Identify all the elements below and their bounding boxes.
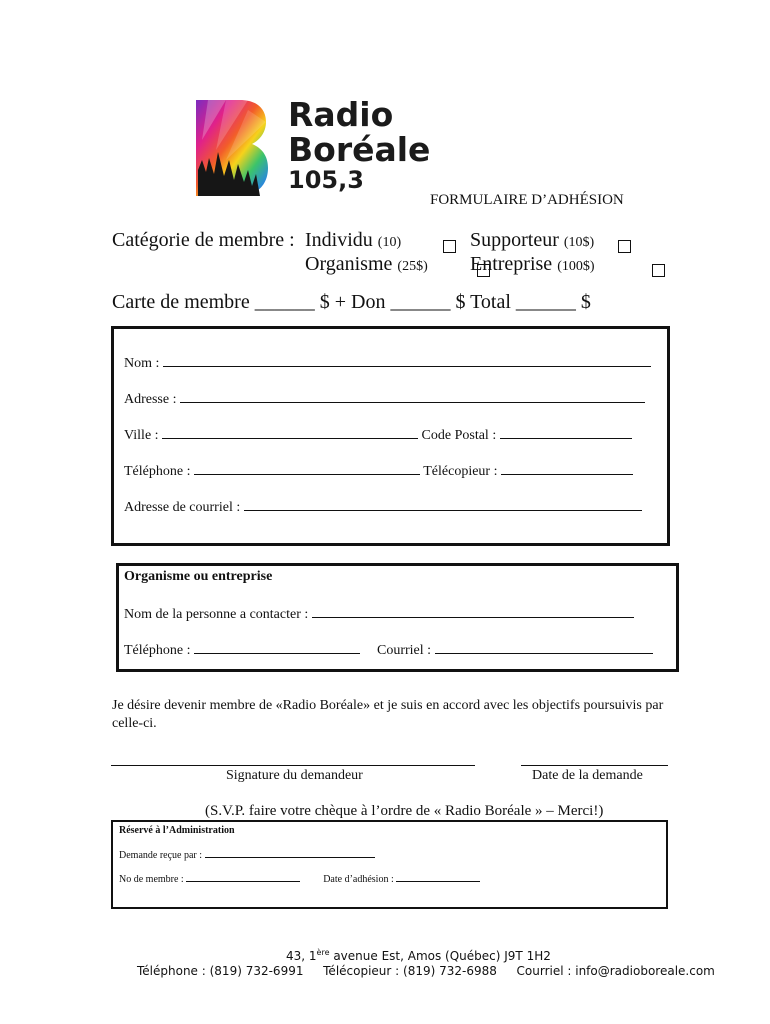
admin-date-adhesion-field[interactable] [396,873,480,882]
signature-label: Signature du demandeur [226,768,363,783]
adresse-field[interactable] [180,390,645,403]
radio-boreale-logo-text [288,95,431,194]
telephone-row [124,462,633,480]
ville-row [124,426,632,444]
date-line[interactable] [521,765,668,766]
category-supporteur [470,229,594,252]
date-label: Date de la demande [532,768,643,783]
supporteur-label: Supporteur [470,229,559,251]
org-contact-label: Nom de la personne a contacter : [124,607,309,622]
nom-row [124,354,651,372]
individu-checkbox[interactable] [443,240,456,253]
footer-telecopieur: Télécopieur : (819) 732-6988 [323,964,497,978]
admin-demande-row [119,849,375,861]
organisme-price: (25$) [397,259,428,274]
individu-label: Individu [305,229,373,251]
ville-label: Ville : [124,428,159,443]
courriel-label: Adresse de courriel : [124,500,241,515]
telecopieur-field[interactable] [501,462,633,475]
admin-membre-row [119,873,480,885]
entreprise-checkbox[interactable] [652,264,665,277]
telecopieur-label: Télécopieur : [423,464,498,479]
org-telephone-label: Téléphone : [124,643,191,658]
org-courriel-field[interactable] [435,641,653,654]
nom-field[interactable] [163,354,651,367]
logo-line-boreale: Boréale [288,130,431,169]
category-organisme [305,253,428,276]
individu-price: (10) [377,235,402,250]
code-postal-field[interactable] [500,426,632,439]
org-contact-details-row [124,641,653,659]
admin-demande-field[interactable] [205,849,375,858]
org-courriel-label: Courriel : [376,643,432,658]
admin-date-adhesion-label: Date d’adhésion : [323,874,394,885]
courriel-row [124,498,642,516]
telephone-label: Téléphone : [124,464,191,479]
footer-telephone: Téléphone : (819) 732-6991 [137,964,304,978]
ville-field[interactable] [162,426,418,439]
adresse-label: Adresse : [124,392,177,407]
footer-contacts [137,964,715,978]
aurora-b-icon [196,100,268,196]
form-title: FORMULAIRE D’ADHÉSION [430,192,624,208]
admin-no-membre-label: No de membre : [119,874,184,885]
org-contact-field[interactable] [312,605,634,618]
telephone-field[interactable] [194,462,420,475]
adresse-row [124,390,645,408]
supporteur-price: (10$) [563,235,595,250]
code-postal-label: Code Postal : [421,428,497,443]
category-label: Catégorie de membre : [112,229,295,251]
supporteur-checkbox[interactable] [618,240,631,253]
agreement-text: Je désire devenir membre de «Radio Boréale» et je suis en accord avec les objectifs poursuivis par celle-ci. [112,698,664,731]
entreprise-price: (100$) [557,259,595,274]
cheque-note: (S.V.P. faire votre chèque à l’ordre de « Radio Boréale » – Merci!) [205,803,604,819]
org-contact-row [124,605,634,623]
radio-boreale-logo-mark [196,100,268,201]
admin-no-membre-field[interactable] [186,873,300,882]
admin-heading: Réservé à l’Administration [119,825,235,836]
logo-line-frequency: 105,3 [288,166,364,194]
footer-address-post: avenue Est, Amos (Québec) J9T 1H2 [329,949,551,963]
footer-address-sup: ère [316,948,330,957]
footer-courriel: Courriel : info@radioboreale.com [516,964,715,978]
entreprise-label: Entreprise [470,253,553,275]
organisme-label: Organisme [305,253,393,275]
category-individu [305,229,401,252]
signature-line[interactable] [111,765,475,766]
footer-address [286,948,551,963]
courriel-field[interactable] [244,498,642,511]
footer-address-pre: 43, 1 [286,949,317,963]
category-entreprise [470,253,595,276]
org-heading: Organisme ou entreprise [124,569,273,584]
nom-label: Nom : [124,356,160,371]
card-don-total-line: Carte de membre ______ $ + Don ______ $ Total ______ $ [112,291,591,313]
logo-line-radio: Radio [288,95,394,134]
admin-demande-label: Demande reçue par : [119,850,203,861]
org-telephone-field[interactable] [194,641,360,654]
